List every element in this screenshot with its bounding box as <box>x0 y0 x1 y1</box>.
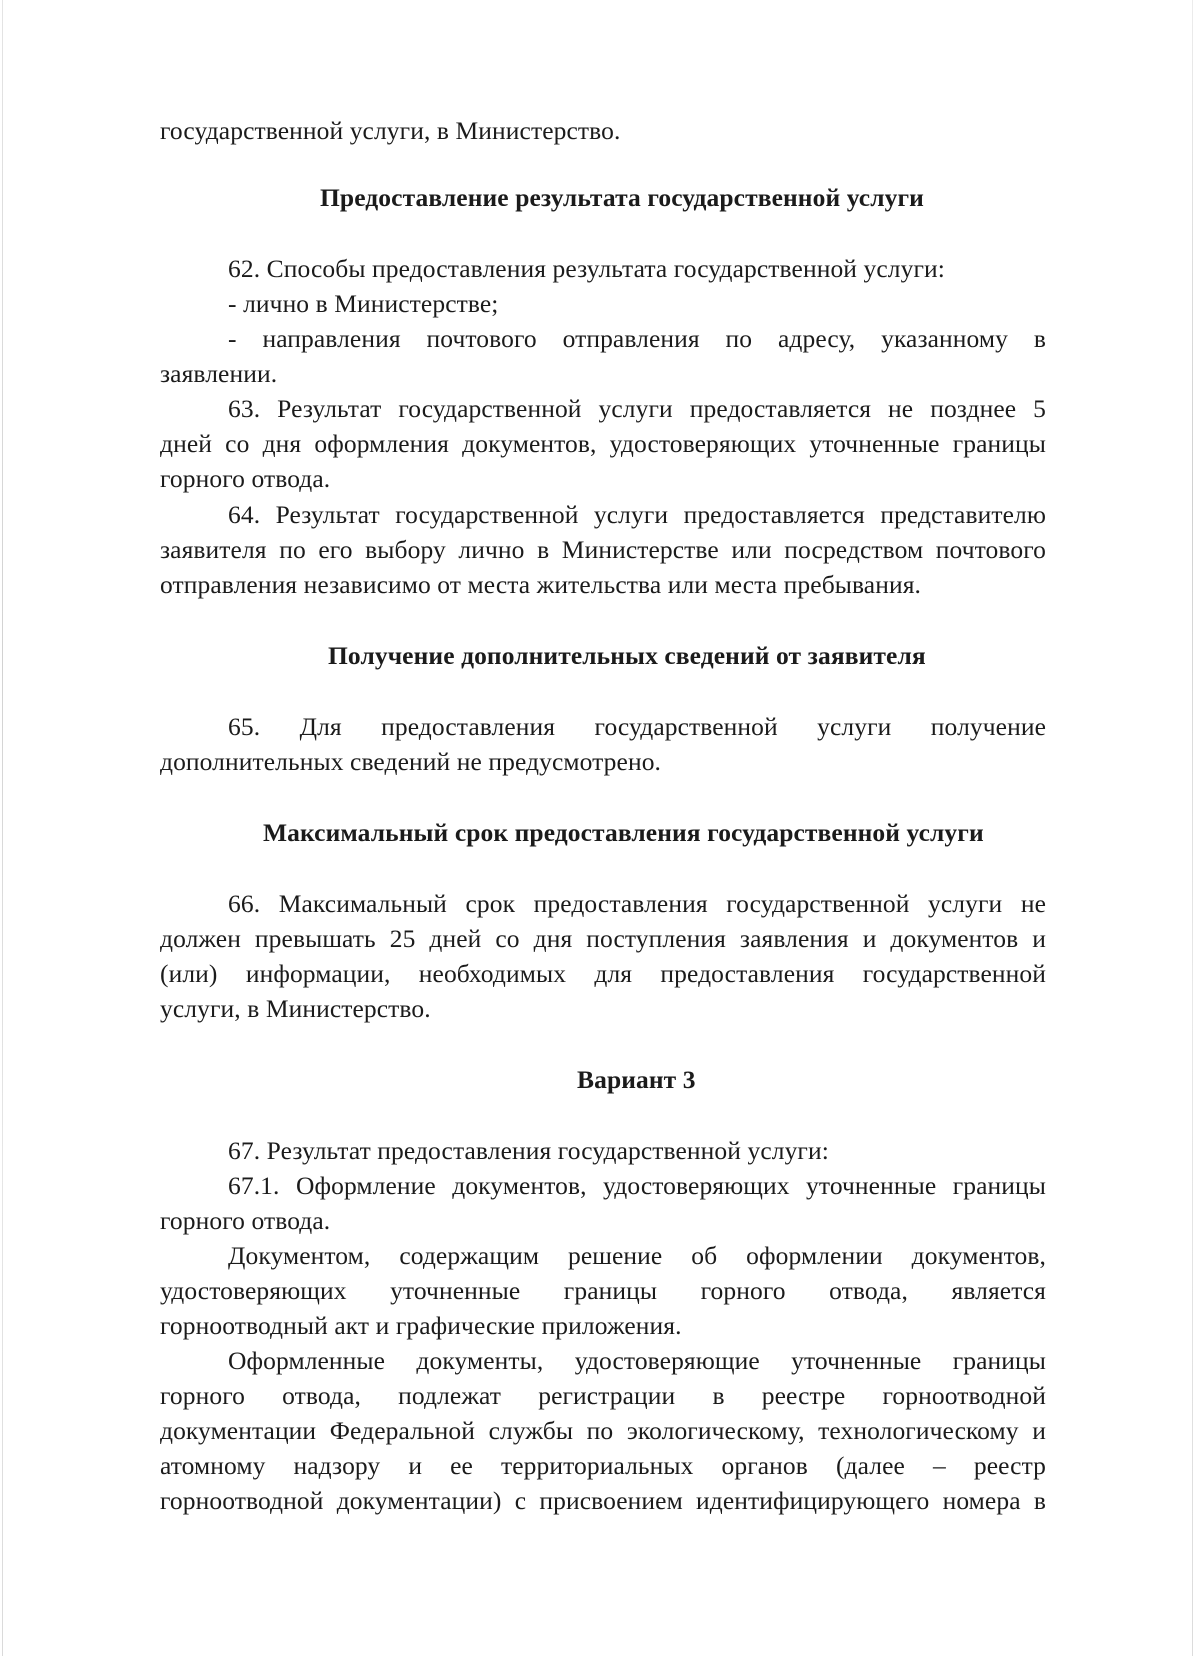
p64-line-3: отправления независимо от места жительства или места пребывания. <box>160 570 922 599</box>
p-doc-line-3: горноотводный акт и графические приложения. <box>160 1311 682 1340</box>
section-heading-additional: Получение дополнительных сведений от заявителя <box>328 641 926 670</box>
p-reg-line-4: атомному надзору и ее территориальных органов (далее – реестр <box>160 1451 1046 1480</box>
p-reg-line-5: горноотводной документации) с присвоением идентифицирующего номера в <box>160 1486 1046 1515</box>
p67-1-line-2: горного отвода. <box>160 1206 331 1235</box>
scan-edge-right <box>1192 0 1193 1656</box>
p66-line-1: 66. Максимальный срок предоставления государственной услуги не <box>228 889 1046 918</box>
intro-line: государственной услуги, в Министерство. <box>160 116 621 145</box>
section-heading-max-term: Максимальный срок предоставления государственной услуги <box>263 818 984 847</box>
p63-line-1: 63. Результат государственной услуги предоставляется не позднее 5 <box>228 394 1046 423</box>
p66-line-2: должен превышать 25 дней со дня поступления заявления и документов и <box>160 924 1046 953</box>
p65-line-1: 65. Для предоставления государственной услуги получение <box>228 712 1046 741</box>
p67-1-line-1: 67.1. Оформление документов, удостоверяющих уточненные границы <box>228 1171 1046 1200</box>
p62-line-3: - направления почтового отправления по адресу, указанному в <box>228 324 1046 353</box>
p-reg-line-2: горного отвода, подлежат регистрации в реестре горноотводной <box>160 1381 1046 1410</box>
p66-line-4: услуги, в Министерство. <box>160 994 431 1023</box>
p-reg-line-1: Оформленные документы, удостоверяющие уточненные границы <box>228 1346 1046 1375</box>
p64-line-2: заявителя по его выбору лично в Министерстве или посредством почтового <box>160 535 1046 564</box>
p-reg-line-3: документации Федеральной службы по экологическому, технологическому и <box>160 1416 1046 1445</box>
p-doc-line-1: Документом, содержащим решение об оформлении документов, <box>228 1241 1046 1270</box>
section-heading-variant-3: Вариант 3 <box>577 1065 696 1094</box>
p-doc-line-2: удостоверяющих уточненные границы горного отвода, является <box>160 1276 1046 1305</box>
p67-line-1: 67. Результат предоставления государственной услуги: <box>228 1136 829 1165</box>
p66-line-3: (или) информации, необходимых для предоставления государственной <box>160 959 1046 988</box>
p62-line-4: заявлении. <box>160 359 278 388</box>
scan-edge-left <box>2 0 3 1656</box>
p62-line-1: 62. Способы предоставления результата государственной услуги: <box>228 254 945 283</box>
p65-line-2: дополнительных сведений не предусмотрено. <box>160 747 662 776</box>
p62-line-2: - лично в Министерстве; <box>228 289 499 318</box>
p64-line-1: 64. Результат государственной услуги предоставляется представителю <box>228 500 1046 529</box>
p63-line-3: горного отвода. <box>160 464 331 493</box>
p63-line-2: дней со дня оформления документов, удостоверяющих уточненные границы <box>160 429 1046 458</box>
section-heading-result-text: Предоставление результата государственной услуги <box>320 183 924 212</box>
